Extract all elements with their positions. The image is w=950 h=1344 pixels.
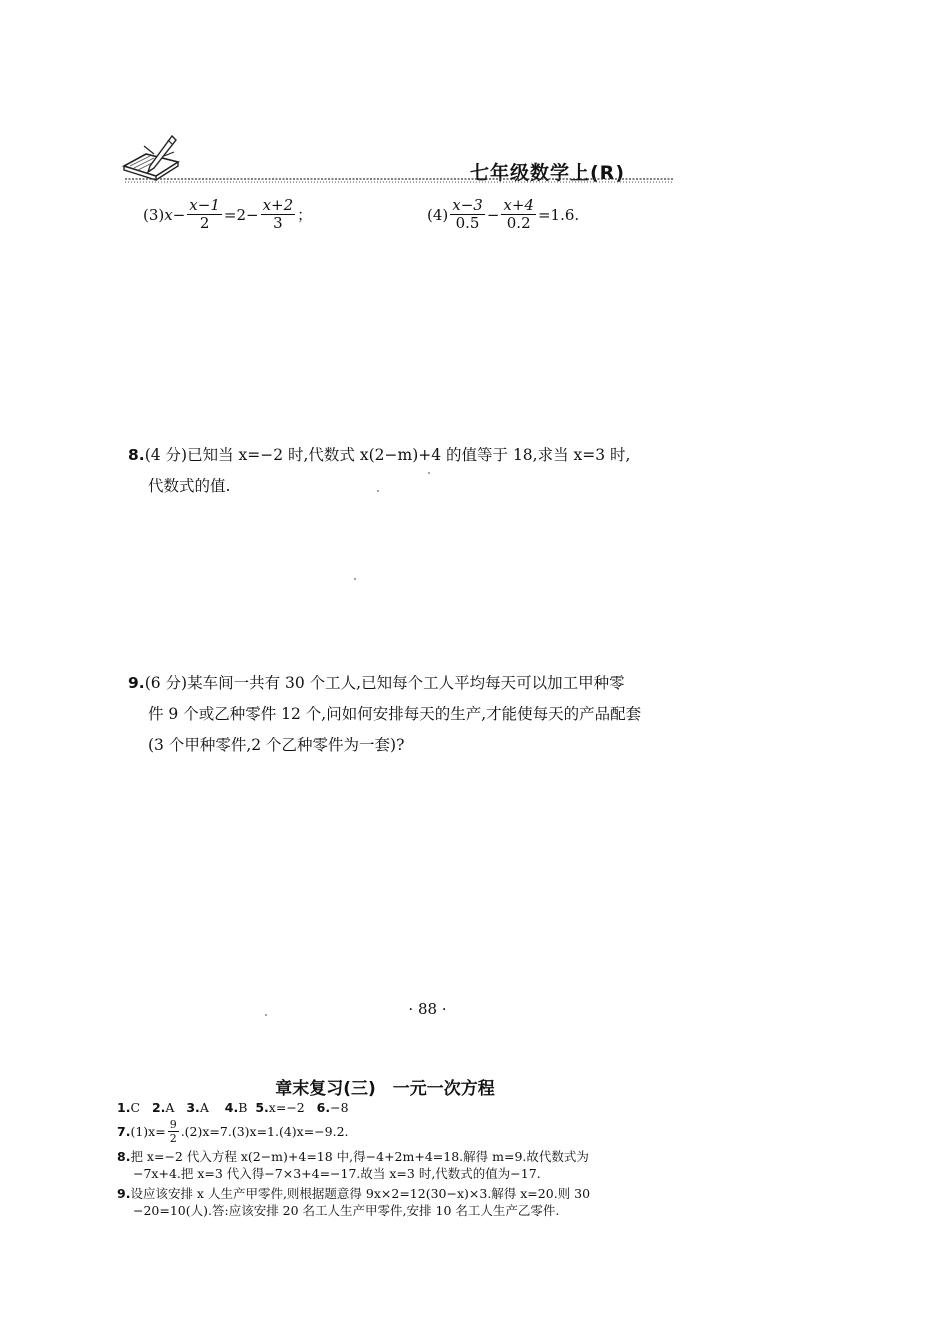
answer-9-line-1 — [117, 1185, 590, 1202]
problem-8 — [128, 440, 688, 502]
answer-number: 3. — [186, 1100, 200, 1115]
problem-number: 8. — [128, 446, 145, 464]
answer-number: 9. — [117, 1186, 131, 1201]
answer-number: 5. — [255, 1100, 269, 1115]
problem-text: (6 分)某车间一共有 30 个工人,已知每个工人平均每天可以加工甲种零 — [144, 674, 625, 692]
answer-8 — [117, 1148, 589, 1182]
answer-number: 7. — [117, 1124, 131, 1139]
punctuation: ； — [297, 206, 313, 224]
answer-text: 设应该安排 x 人生产甲零件,则根据题意得 9x×2=12(30−x)×3.解得 x=20.则 30 — [130, 1186, 591, 1201]
problem-text: (4 分)已知当 x=−2 时,代数式 x(2−m)+4 的值等于 18,求当 x=3 时, — [144, 446, 631, 464]
answer-value: A — [199, 1100, 209, 1115]
problem-9-line-1 — [128, 668, 698, 699]
operator: − — [486, 205, 500, 224]
fraction — [450, 197, 485, 232]
fraction-denominator: 2 — [169, 1132, 177, 1145]
answer-text: −7x+4.把 x=3 代入得−7×3+4=−17.故当 x=3 时,代数式的值为−17. — [133, 1166, 541, 1181]
fraction-numerator: x−1 — [189, 196, 220, 214]
answer-7 — [117, 1118, 349, 1145]
answer-value: −8 — [330, 1100, 349, 1115]
fraction-numerator: 9 — [169, 1118, 177, 1131]
answers-1-6 — [117, 1100, 349, 1115]
answer-value: x=−2 — [268, 1100, 305, 1115]
fraction — [501, 197, 536, 232]
problem-text: 代数式的值. — [148, 477, 231, 495]
answer-8-line-1 — [117, 1148, 589, 1165]
problem-text: (3 个甲种零件,2 个乙种零件为一套)? — [148, 736, 405, 754]
page-number: · 88 · — [408, 1000, 447, 1018]
equation-3 — [143, 197, 312, 232]
equation-label: (4) — [427, 205, 449, 224]
answer-number: 8. — [117, 1149, 131, 1164]
fraction-denominator: 0.2 — [506, 214, 531, 232]
book-header-title: 七年级数学上(R) — [470, 162, 625, 184]
fraction-denominator: 2 — [199, 214, 210, 232]
equation-label: (3) — [143, 205, 165, 224]
answer-text: −20=10(人).答:应该安排 20 名工人生产甲零件,安排 10 名工人生产乙零件. — [133, 1203, 560, 1218]
equation-4 — [427, 197, 579, 232]
answer-text: (1)x= — [130, 1124, 166, 1139]
scan-speck — [377, 490, 379, 492]
fraction-numerator: x−3 — [452, 196, 483, 214]
scan-speck — [428, 472, 430, 474]
answer-text: 把 x=−2 代入方程 x(2−m)+4=18 中,得−4+2m+4=18.解得 m=9.故代数式为 — [130, 1149, 589, 1164]
answer-9 — [117, 1185, 590, 1219]
fraction-denominator: 0.5 — [455, 214, 480, 232]
answer-number: 2. — [151, 1100, 166, 1115]
scan-speck — [354, 578, 356, 580]
equation-result: =1.6. — [537, 205, 580, 224]
answer-value: B — [238, 1100, 248, 1115]
operator: =2− — [223, 205, 259, 224]
fraction-denominator: 3 — [273, 214, 283, 232]
fraction — [261, 197, 296, 232]
answer-fraction — [168, 1118, 179, 1145]
answer-value: A — [165, 1100, 175, 1115]
fraction-numerator: x+4 — [503, 196, 534, 214]
header-dotted-rule — [125, 178, 673, 184]
operator: − — [172, 205, 186, 224]
answer-number: 6. — [316, 1100, 331, 1115]
variable: x — [164, 205, 173, 224]
answer-value: C — [130, 1100, 141, 1115]
answer-number: 4. — [224, 1100, 239, 1115]
problem-8-line-1 — [128, 440, 688, 471]
problem-number: 9. — [128, 674, 145, 692]
fraction — [187, 197, 222, 232]
answer-section-title: 章末复习(三) 一元一次方程 — [275, 1079, 495, 1099]
answer-number: 1. — [117, 1100, 131, 1115]
answer-text: .(2)x=7.(3)x=1.(4)x=−9.2. — [180, 1124, 349, 1139]
pencil-book-logo-icon — [120, 132, 182, 184]
problem-9 — [128, 668, 698, 761]
fraction-numerator: x+2 — [262, 196, 294, 214]
problem-text: 件 9 个或乙种零件 12 个,问如何安排每天的生产,才能使每天的产品配套 — [148, 705, 642, 723]
